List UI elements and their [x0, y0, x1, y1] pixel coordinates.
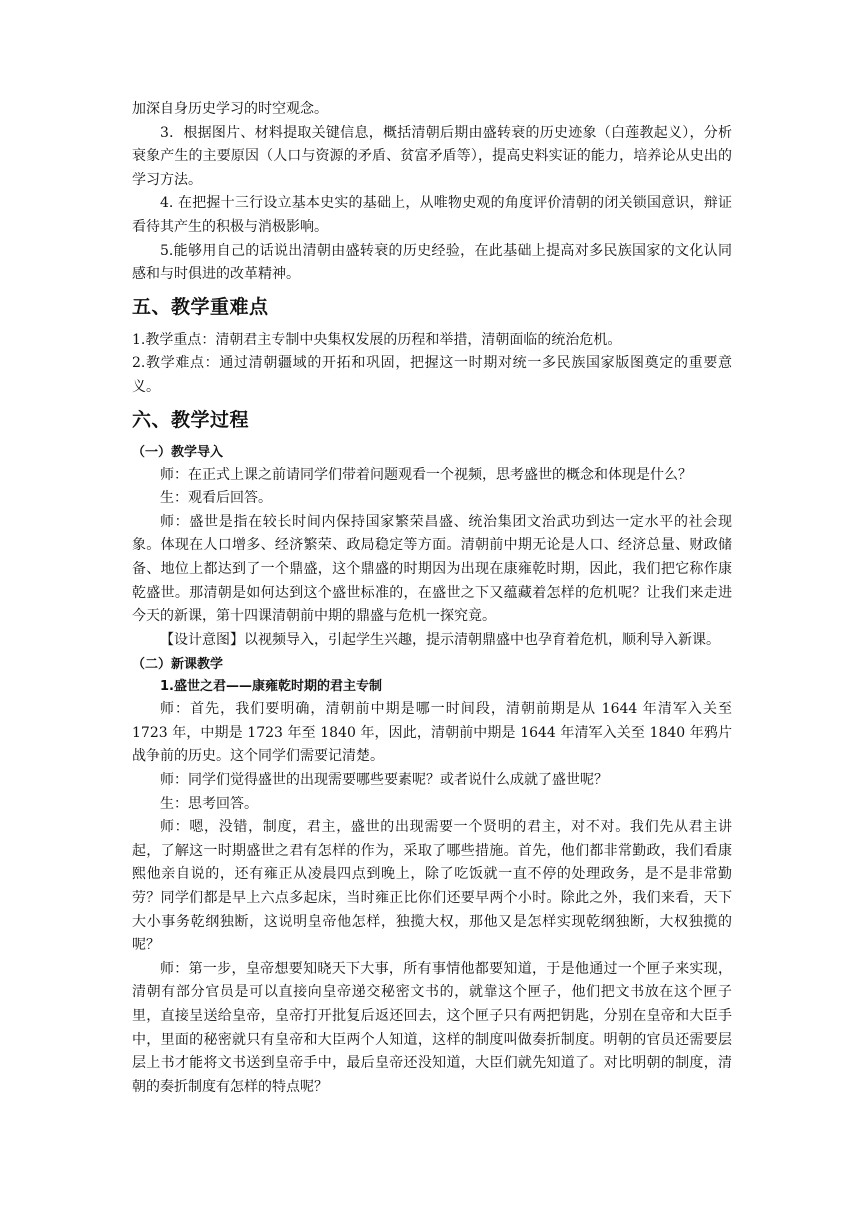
objective-4: 4. 在把握十三行设立基本史实的基础上，从唯物史观的角度评价清朝的闭关锁国意识，辩证看待其产生的积极与消极影响。	[132, 195, 732, 235]
section-6-heading: 六、教学过程	[132, 408, 250, 431]
document-body	[132, 98, 732, 1099]
lesson-paragraph-1: 师：首先，我们要明确，清朝前中期是哪一时间段，清朝前期是从 1644 年清军入关至 1723 年，中期是 1723 年至 1840 年，因此，清朝前中期是 1644 年清军入关至 1840 年鸦片战争前的历史。这个同学们需要记清楚。	[132, 701, 732, 765]
subsection-intro-heading: （一）教学导入	[132, 444, 224, 460]
intro-teacher-explanation: 师：盛世是指在较长时间内保持国家繁荣昌盛、统治集团文治武功到达一定水平的社会现象。体现在人口增多、经济繁荣、政局稳定等方面。清朝前中期无论是人口、经济总量、财政储备、地位上都达到了一个鼎盛，这个鼎盛的时期因为出现在康雍乾时期，因此，我们把它称作康乾盛世。那清朝是如何达到这个盛世标准的，在盛世之下又蕴藏着怎样的危机呢？让我们来走进今天的新课，第十四课清朝前中期的鼎盛与危机一探究竟。	[132, 513, 732, 625]
section-5-heading: 五、教学重难点	[132, 295, 269, 318]
intro-design-intent: 【设计意图】以视频导入，引起学生兴趣，提示清朝鼎盛中也孕育着危机，顺利导入新课。	[160, 631, 720, 648]
lesson-paragraph-2: 师：同学们觉得盛世的出现需要哪些要素呢？或者说什么成就了盛世呢？	[160, 772, 608, 789]
topic-1-heading: 1.盛世之君——康雍乾时期的君主专制	[160, 679, 382, 695]
intro-student-answer: 生：观看后回答。	[160, 490, 272, 507]
lesson-paragraph-5: 师：第一步，皇帝想要知晓天下大事，所有事情他都要知道，于是他通过一个匣子来实现，清朝有部分官员是可以直接向皇帝递交秘密文书的，就靠这个匣子，他们把文书放在这个匣子里，直接呈送给皇帝，皇帝打开批复后返还回去，这个匣子只有两把钥匙，分别在皇帝和大臣手中，里面的秘密就只有皇帝和大臣两个人知道，这样的制度叫做奏折制度。明朝的官员还需要层层上书才能将文书送到皇帝手中，最后皇帝还没知道，大臣们就先知道了。对比明朝的制度，清朝的奏折制度有怎样的特点呢？	[132, 960, 732, 1095]
subsection-new-lesson-heading: （二）新课教学	[132, 657, 224, 673]
objective-3: 3．根据图片、材料提取关键信息，概括清朝后期由盛转衰的历史迹象（白莲教起义），分析衰象产生的主要原因（人口与资源的矛盾、贫富矛盾等），提高史料实证的能力，培养论从史出的学习方法。	[132, 124, 732, 188]
intro-teacher-question: 师：在正式上课之前请同学们带着问题观看一个视频，思考盛世的概念和体现是什么？	[160, 466, 692, 483]
objective-5: 5.能够用自己的话说出清朝由盛转衰的历史经验，在此基础上提高对多民族国家的文化认同感和与时俱进的改革精神。	[132, 242, 732, 283]
lesson-paragraph-3: 生：思考回答。	[160, 795, 258, 812]
teaching-key-point: 1.教学重点：清朝君主专制中央集权发展的历程和举措，清朝面临的统治危机。	[132, 331, 622, 348]
objective-continuation: 加深自身历史学习的时空观念。	[132, 101, 328, 117]
lesson-paragraph-4: 师：嗯，没错，制度，君主，盛世的出现需要一个贤明的君主，对不对。我们先从君主讲起，了解这一时期盛世之君有怎样的作为，采取了哪些措施。首先，他们都非常勤政，我们看康熙他亲自说的，还有雍正从凌晨四点到晚上，除了吃饭就一直不停的处理政务，是不是非常勤劳？同学们都是早上六点多起床，当时雍正比你们还要早两个小时。除此之外，我们来看，天下大小事务乾纲独断，这说明皇帝他怎样，独揽大权，那他又是怎样实现乾纲独断，大权独揽的呢？	[132, 819, 732, 954]
teaching-difficult-point: 2.教学难点：通过清朝疆域的开拓和巩固，把握这一时期对统一多民族国家版图奠定的重要意义。	[132, 355, 732, 395]
